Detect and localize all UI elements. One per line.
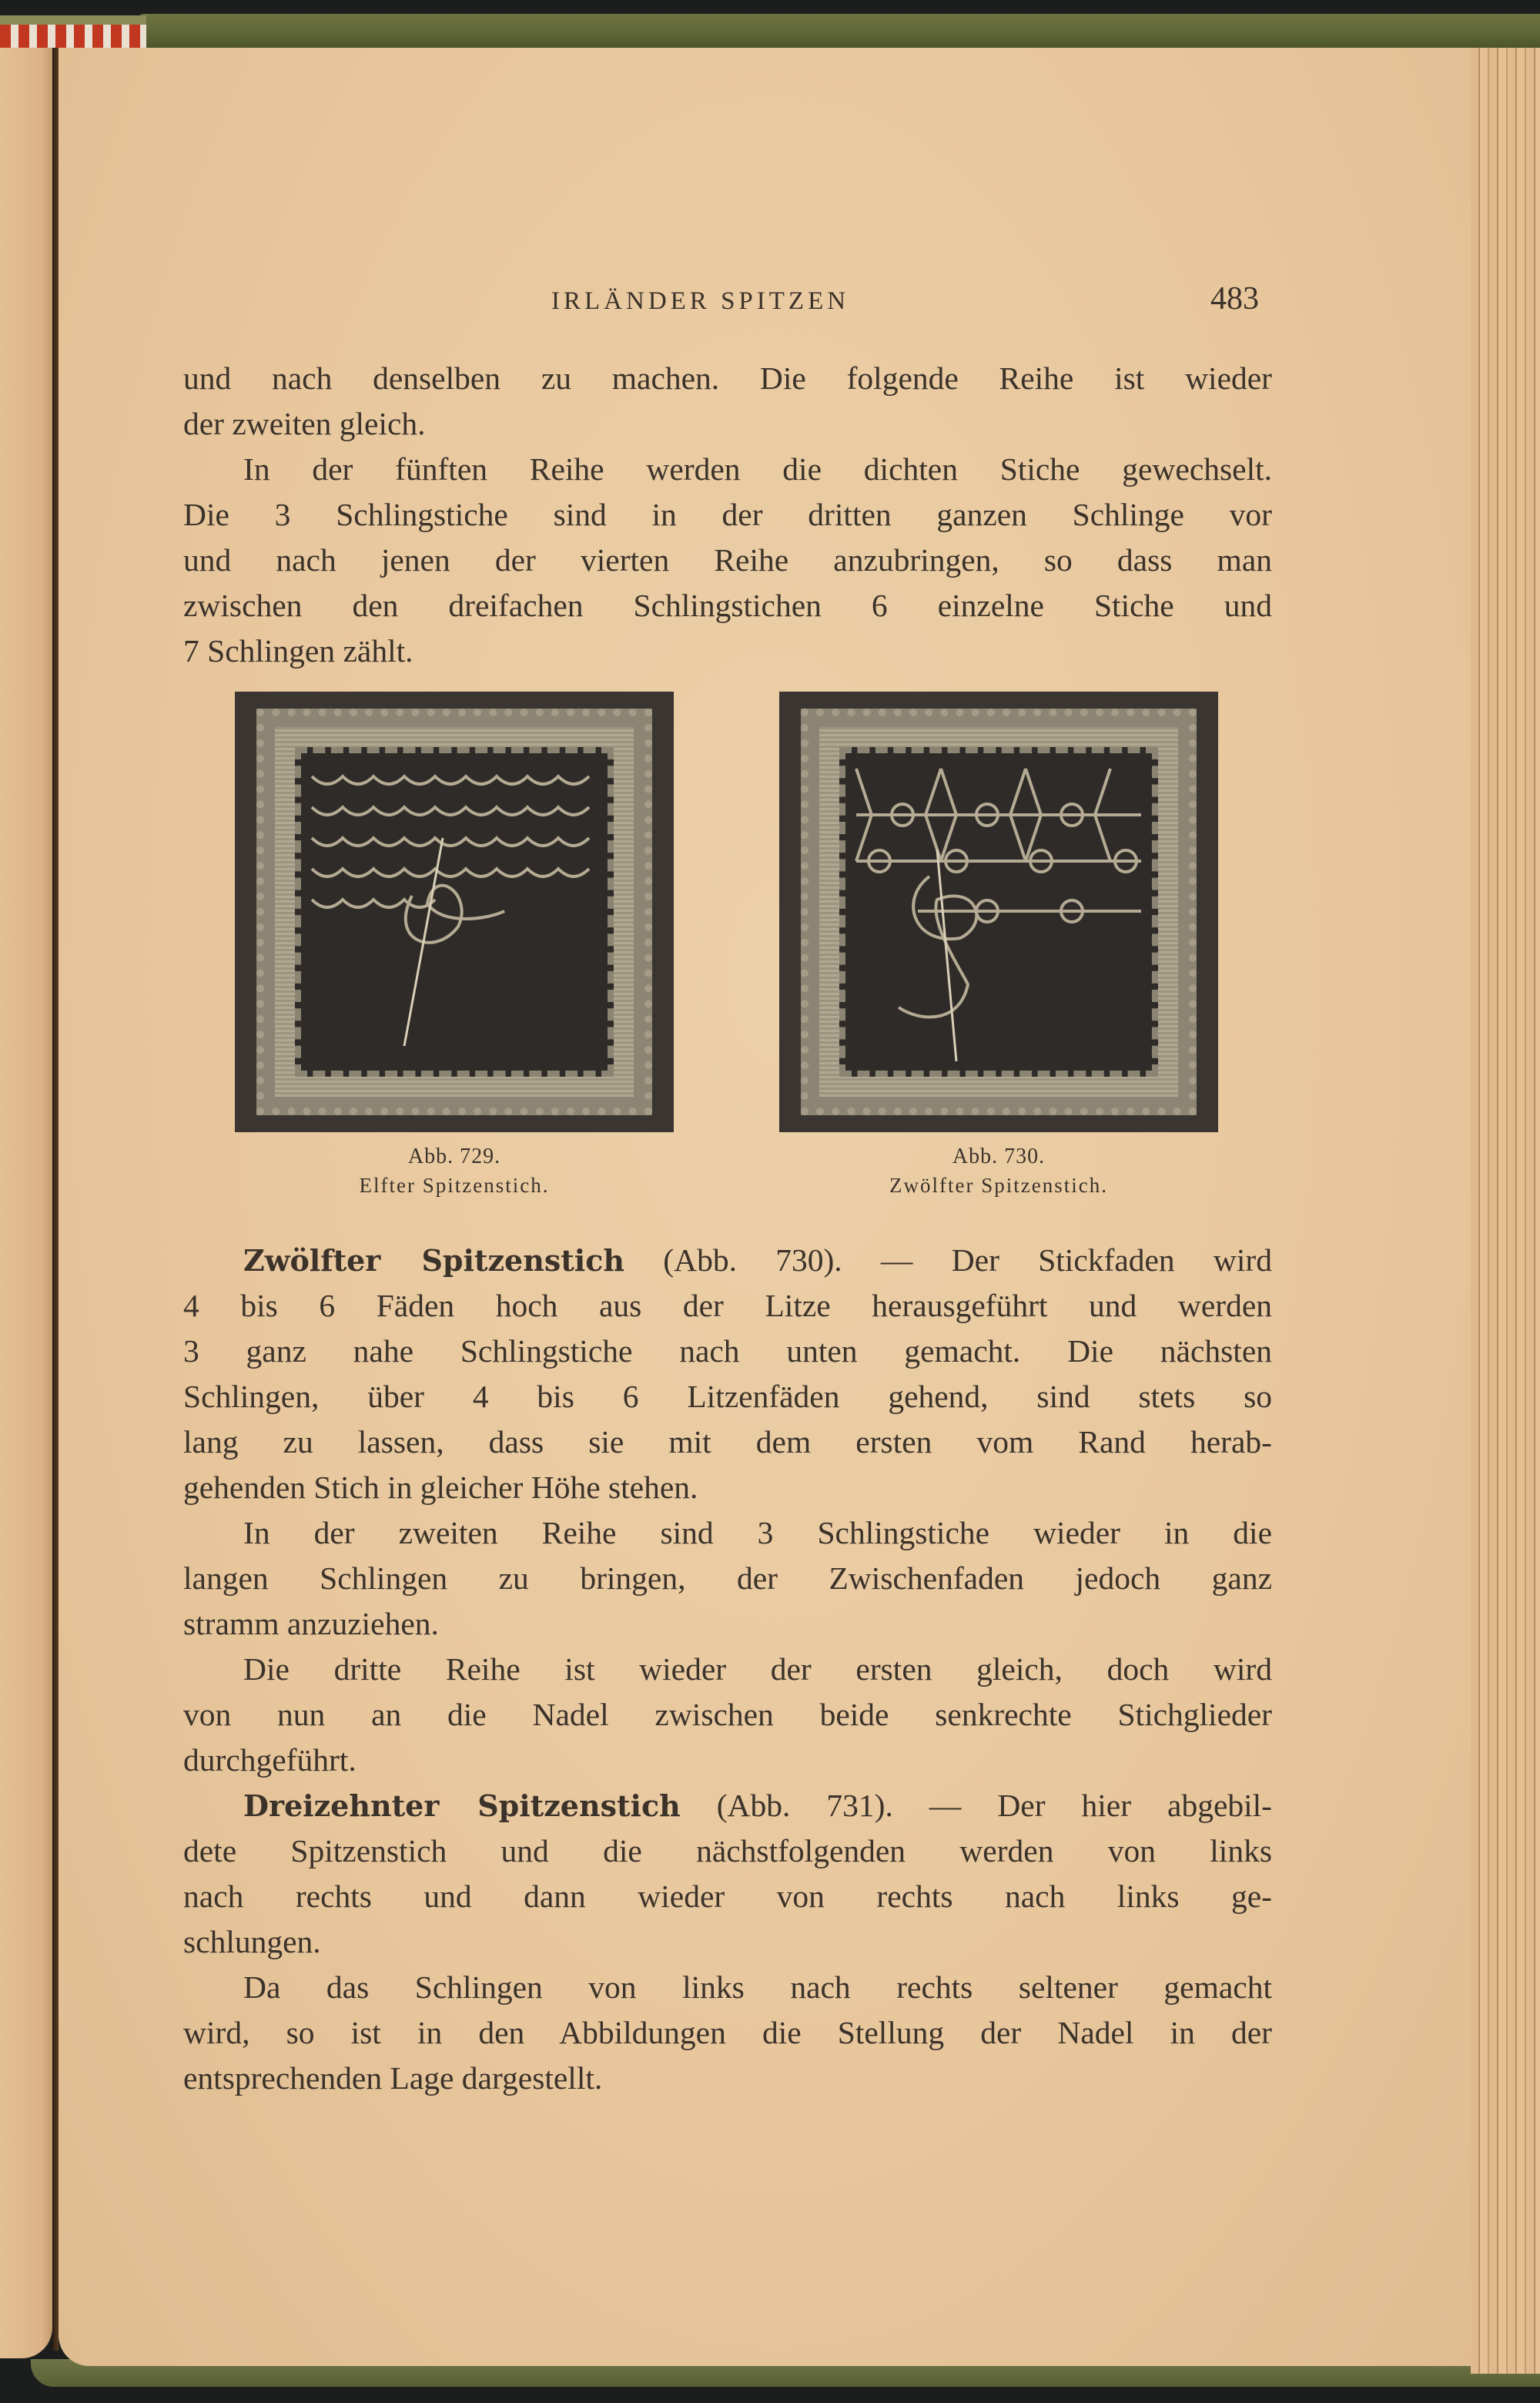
text-line: gehenden Stich in gleicher Höhe stehen. (183, 1470, 698, 1505)
text-line: wird, so ist in den Abbildungen die Stellung der Nadel in der (183, 2015, 1272, 2050)
text-line: und nach denselben zu machen. Die folgende Reihe ist wieder (183, 360, 1272, 396)
paragraph (183, 1965, 1272, 2101)
text-line: langen Schlingen zu bringen, der Zwischenfaden jedoch ganz (183, 1560, 1272, 1596)
lace-stitch-drawing (779, 692, 1218, 1132)
lace-stitch-drawing (235, 692, 674, 1132)
text-line: stramm anzuziehen. (183, 1606, 439, 1641)
text-line: 4 bis 6 Fäden hoch aus der Litze herausgeführt und werden (183, 1288, 1272, 1323)
text-line: lang zu lassen, dass sie mit dem ersten vom Rand herab- (183, 1424, 1272, 1460)
figure-729-caption (235, 1145, 674, 1198)
text-block-bottom (183, 1238, 1272, 2101)
paragraph (183, 1510, 1272, 1647)
paragraph-dreizehnter (183, 1783, 1272, 1965)
section-term: Dreizehnter Spitzenstich (243, 1788, 681, 1823)
paragraph-zwoelfter (183, 1238, 1272, 1510)
text-line (183, 1238, 1272, 1283)
figure-730-caption (779, 1145, 1218, 1198)
text-line: entsprechenden Lage dargestellt. (183, 2060, 603, 2096)
text-line: Die dritte Reihe ist wieder der ersten gleich, doch wird (243, 1651, 1272, 1687)
figure-number: Abb. 730. (952, 1145, 1046, 1168)
text-line: durchgeführt. (183, 1742, 357, 1778)
text-line: von nun an die Nadel zwischen beide senkrechte Stichglieder (183, 1697, 1272, 1732)
page-number: 483 (1210, 281, 1259, 317)
section-term: Zwölfter Spitzenstich (243, 1243, 624, 1278)
text-block-top (183, 356, 1272, 674)
section-ref: (Abb. 731). — Der hier abgebil- (680, 1788, 1273, 1823)
facing-page-edge (0, 48, 52, 2358)
text-line: In der fünften Reihe werden die dichten Stiche gewechselt. (243, 451, 1272, 487)
paragraph (183, 1647, 1272, 1783)
book-cover-top-edge (139, 14, 1540, 49)
book-gutter (52, 48, 59, 2351)
text-line: In der zweiten Reihe sind 3 Schlingstiche wieder in die (243, 1515, 1272, 1550)
text-line: und nach jenen der vierten Reihe anzubringen, so dass man (183, 542, 1272, 578)
figure-title: Elfter Spitzenstich. (359, 1174, 550, 1197)
text-line: dete Spitzenstich und die nächstfolgenden werden von links (183, 1833, 1272, 1868)
text-line: zwischen den dreifachen Schlingstichen 6 einzelne Stiche und (183, 588, 1272, 623)
text-line: nach rechts und dann wieder von rechts nach links ge- (183, 1878, 1272, 1914)
text-line: 3 ganz nahe Schlingstiche nach unten gemacht. Die nächsten (183, 1333, 1272, 1369)
page-block-edges (1471, 48, 1540, 2374)
text-line: der zweiten gleich. (183, 406, 426, 441)
running-head: IRLÄNDER SPITZEN (551, 287, 850, 315)
paragraph (183, 356, 1272, 447)
section-ref: (Abb. 730). — Der Stickfaden wird (624, 1242, 1273, 1278)
text-line: Da das Schlingen von links nach rechts seltener gemacht (243, 1969, 1272, 2005)
text-line (183, 1783, 1272, 1828)
text-line: Die 3 Schlingstiche sind in der dritten ganzen Schlinge vor (183, 497, 1272, 532)
paragraph (183, 447, 1272, 674)
text-line: schlungen. (183, 1924, 321, 1959)
text-line: 7 Schlingen zählt. (183, 633, 413, 669)
figure-title: Zwölfter Spitzenstich. (889, 1174, 1108, 1197)
figure-number: Abb. 729. (407, 1145, 501, 1168)
figure-730-illustration (779, 692, 1218, 1132)
figure-729-illustration (235, 692, 674, 1132)
text-line: Schlingen, über 4 bis 6 Litzenfäden gehend, sind stets so (183, 1379, 1272, 1414)
